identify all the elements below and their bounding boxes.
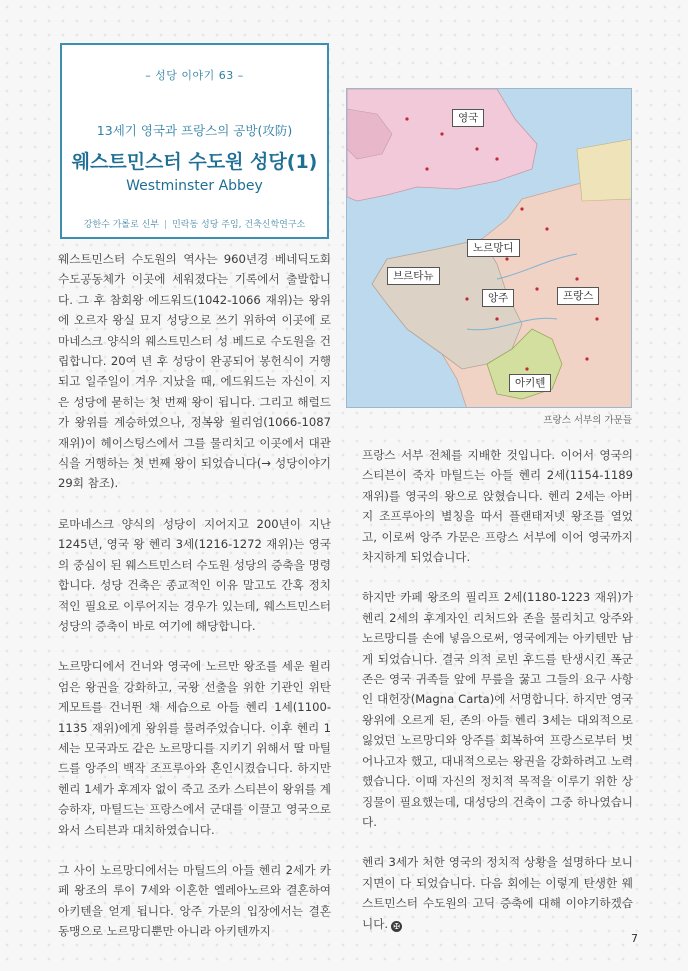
- right-column: [362, 445, 633, 934]
- page-number: 7: [631, 932, 638, 945]
- article-subtitle: Westminster Abbey: [126, 178, 263, 194]
- paragraph: 로마네스크 양식의 성당이 지어지고 200년이 지난 1245년, 영국 왕 헨리 3세(1216-1272 재위)는 영국의 중심이 된 웨스트민스터 수도원 성당의 증축을 명령합니다. 성당 건축은 종교적인 이유 말고도 간혹 정치적인 필요로 이루어지는 경우가 있는데, 웨스트민스터 성당의 증축이 바로 여기에 해당합니다.: [58, 516, 331, 633]
- map-label-brittany: 브르타뉴: [387, 267, 440, 285]
- author-line: 강한수 가롤로 신부 | 민락동 성당 주임, 건축신학연구소: [83, 220, 306, 230]
- map-label-france: 프랑스: [557, 287, 599, 305]
- paragraph: 웨스트민스터 수도원의 역사는 960년경 베네딕도회 수도공동체가 이곳에 세워졌다는 기록에서 출발합니다. 그 후 참회왕 에드워드(1042-1066 재위)는 왕위에 오르자 왕실 묘지 성당으로 쓰기 위하여 이곳에 로마네스크 양식의 웨스트민스터 성 베드로 수도원을 건립합니다. 20여 년 후 성당이 완공되어 봉헌식이 거행되고 일주일이 겨우 지났을 때, 에드워드는 자신이 지은 성당에 묻히는 첫 번째 왕이 됩니다. 그리고 해럴드가 왕위를 계승하였으나, 정복왕 윌리엄(1066-1087 재위)이 헤이스팅스에서 그를 물리치고 이곳에서 대관식을 거행하는 첫 번째 왕이 되었습니다(→ 성당이야기 29회 참조).: [58, 252, 331, 491]
- end-mark-icon: ✠: [391, 921, 402, 932]
- paragraph: 하지만 카페 왕조의 필리프 2세(1180-1223 재위)가 헨리 2세의 후계자인 리처드와 존을 물리치고 앙주와 노르망디를 손에 넣음으로써, 영국에게는 아키텐만 남게 되었습니다. 결국 의적 로빈 후드를 탄생시킨 폭군 존은 영국 귀족들 앞에 무릎을 꿇고 그들의 요구 사항인 대헌장(Magna Carta)에 서명합니다. 하지만 영국 왕위에 오르게 된, 존의 아들 헨리 3세는 대외적으로 잃었던 노르망디와 앙주를 회복하여 프랑스로부터 벗어나고자 했고, 대내적으로는 왕권을 강화하려고 노력했습니다. 이때 자신의 정치적 목적을 이루기 위한 상징물이 필요했는데, 대성당의 건축이 그중 하나였습니다.: [362, 590, 633, 829]
- title-box: [60, 43, 329, 239]
- left-column: [58, 249, 331, 942]
- paragraph: 그 사이 노르망디에서는 마틸드의 아들 헨리 2세가 카페 왕조의 루이 7세와 이혼한 엘레아노르와 결혼하여 아키텐을 얻게 됩니다. 앙주 가문의 입장에서는 결혼 동맹으로 노르망디뿐만 아니라 아키텐까지: [58, 862, 331, 939]
- series-label: – 성당 이야기 63 –: [145, 69, 244, 82]
- article-title: 웨스트민스터 수도원 성당(1): [71, 151, 318, 173]
- map-caption: 프랑스 서부의 가문들: [543, 415, 632, 426]
- paragraph-text: 헨리 3세가 처한 영국의 정치적 상황을 설명하다 보니 지면이 다 되었습니다. 다음 회에는 이렇게 탄생한 웨스트민스터 수도원의 고딕 증축에 대해 이야기하겠습니다.: [362, 855, 633, 931]
- article-topic: 13세기 영국과 프랑스의 공방(攻防): [96, 123, 293, 138]
- paragraph: 프랑스 서부 전체를 지배한 것입니다. 이어서 영국의 스티븐이 죽자 마틸드는 아들 헨리 2세(1154-1189 재위)를 영국의 왕으로 앉혔습니다. 헨리 2세는 아버지 조프루아의 별칭을 따서 플랜태저넷 왕조를 열었고, 이로써 앙주 가문은 프랑스 서부에 이어 영국까지 차지하게 되었습니다.: [362, 448, 633, 565]
- map-label-england: 영국: [452, 109, 484, 127]
- map-label-normandy: 노르망디: [467, 239, 520, 257]
- map-label-anjou: 앙주: [482, 289, 514, 307]
- map-label-aquitaine: 아키텐: [509, 374, 551, 392]
- author-name: 강한수 가롤로 신부: [83, 220, 160, 230]
- paragraph: 노르망디에서 건너와 영국에 노르만 왕조를 세운 윌리엄은 왕권을 강화하고, 국왕 선출을 위한 기관인 위탄게모트를 건너뛴 채 세습으로 아들 헨리 1세(1100-1135 재위)에게 왕위를 물려주었습니다. 이후 헨리 1세는 모국과도 같은 노르망디를 지키기 위해서 딸 마틸드를 앙주의 백작 조프루아와 혼인시켰습니다. 하지만 헨리 1세가 후계자 없이 죽고 조카 스티븐이 왕위를 계승하자, 마틸드는 프랑스에서 군대를 이끌고 영국으로 와서 스티븐과 대치하였습니다.: [58, 659, 331, 837]
- map-image: [346, 88, 632, 408]
- paragraph: [362, 852, 633, 934]
- author-role: 민락동 성당 주임, 건축신학연구소: [172, 220, 306, 230]
